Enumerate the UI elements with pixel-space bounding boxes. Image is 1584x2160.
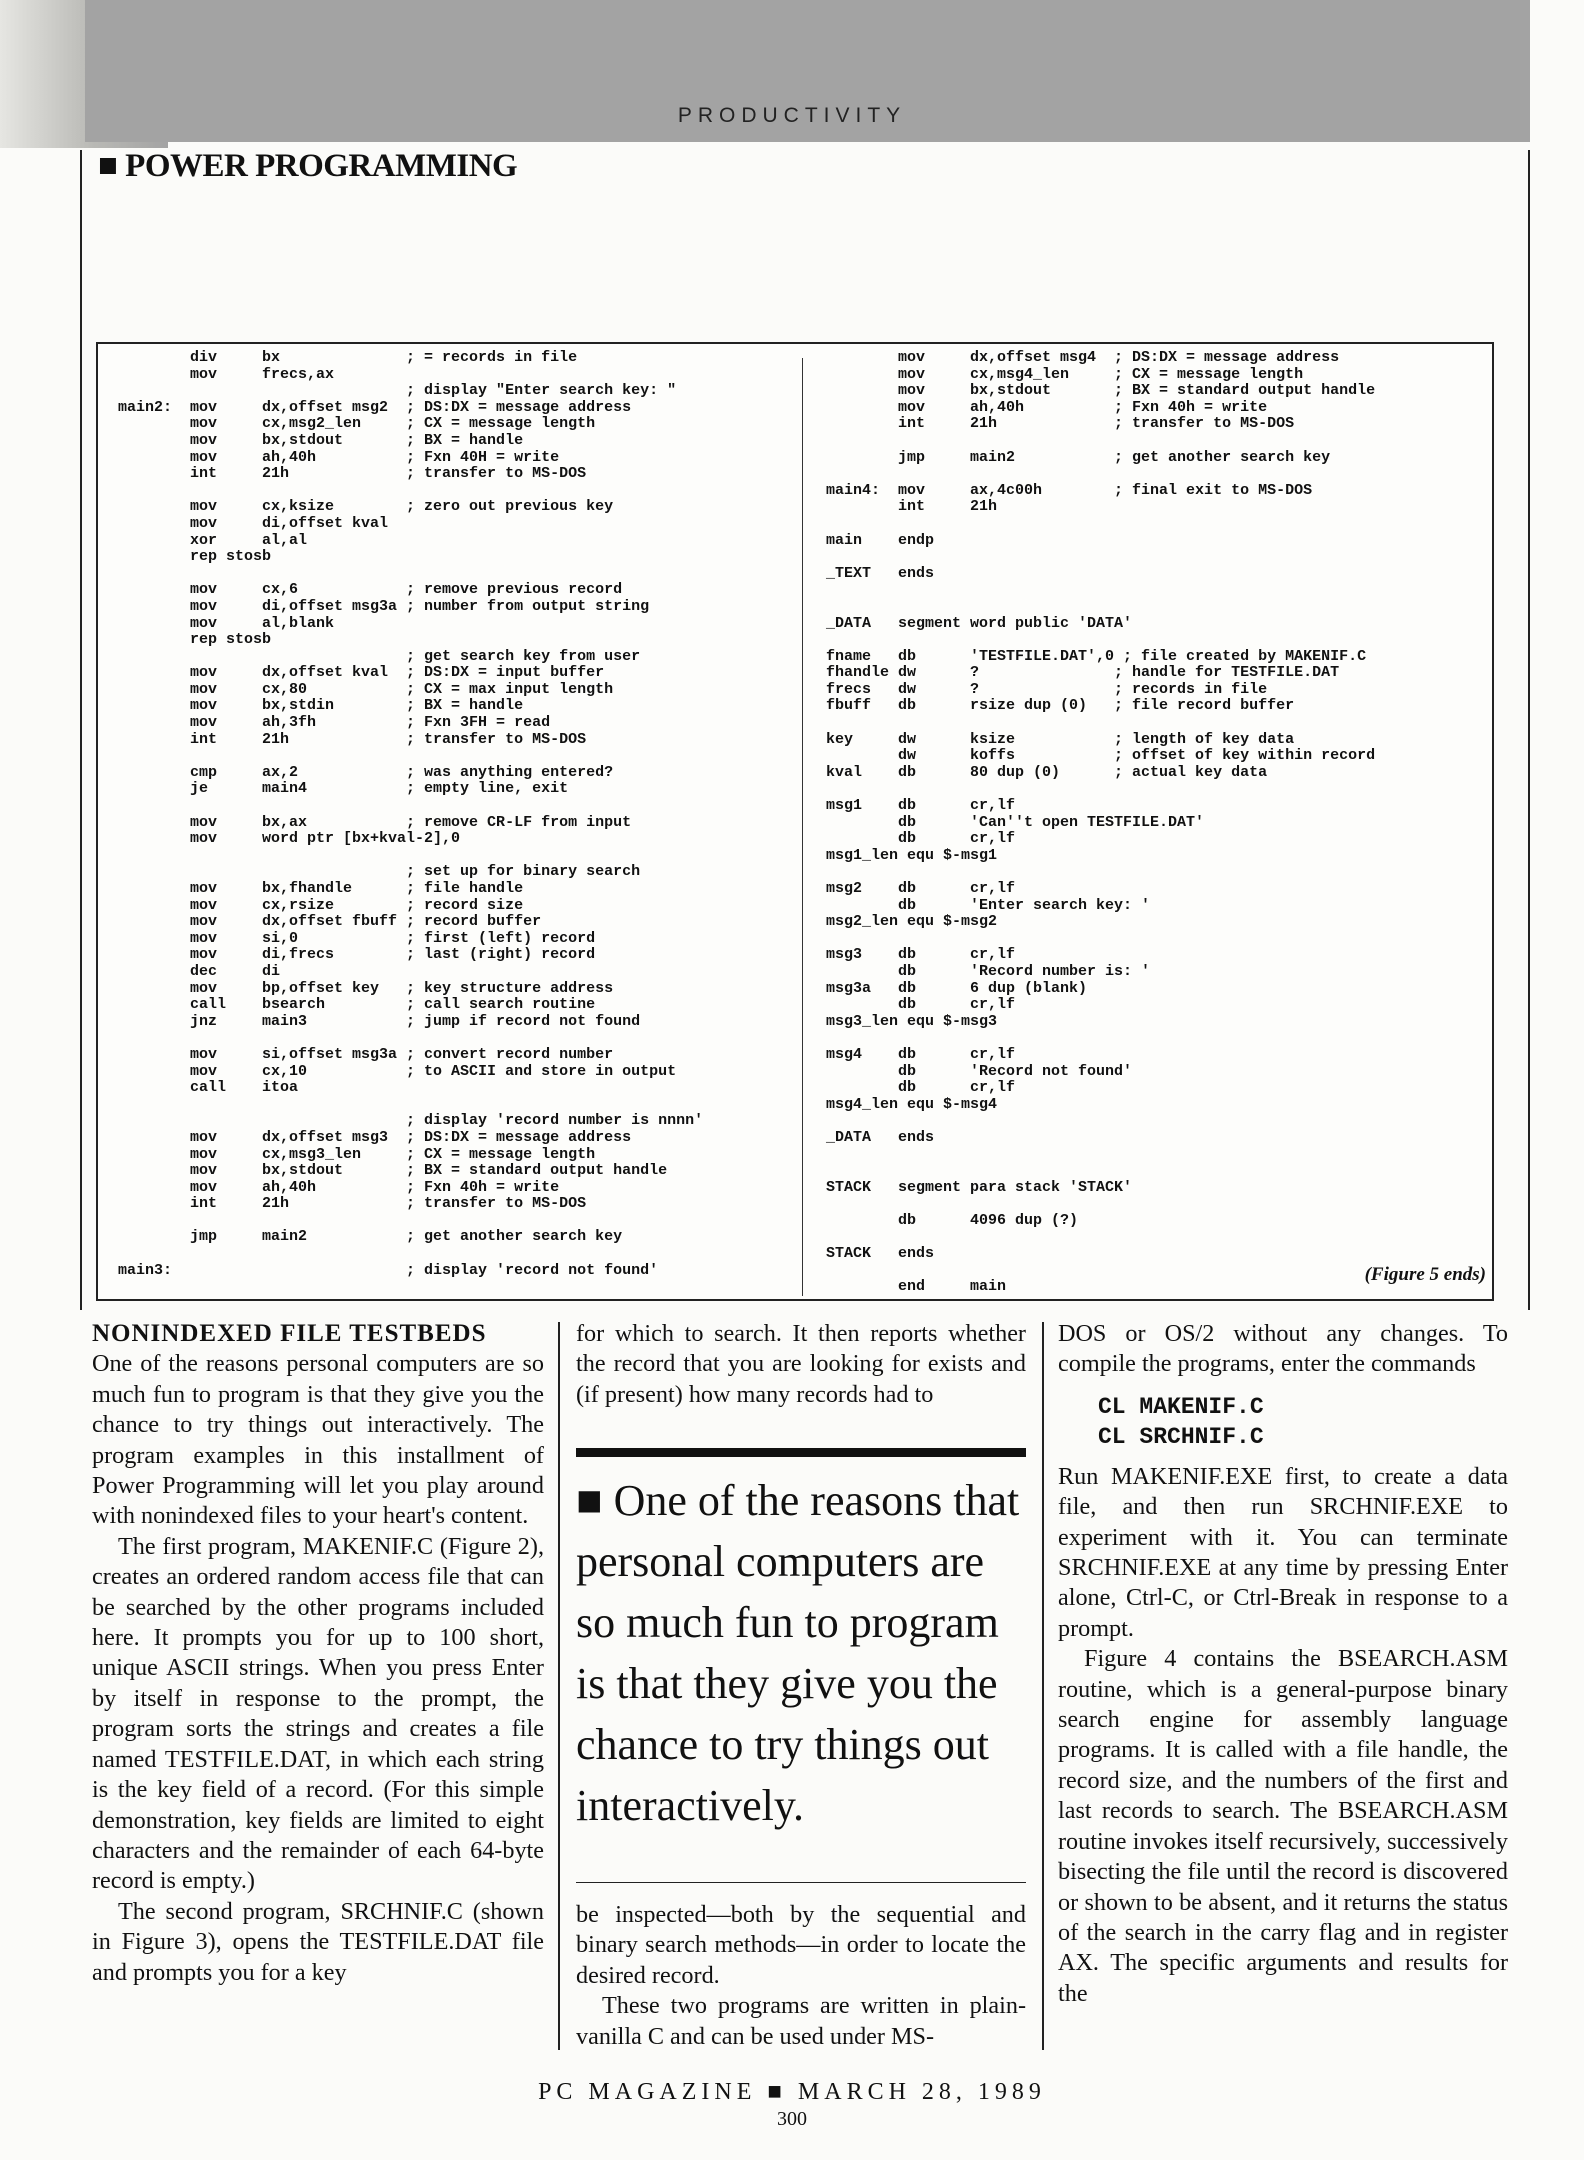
command-line: CL MAKENIF.C bbox=[1098, 1393, 1264, 1420]
page-number: 300 bbox=[777, 2108, 807, 2130]
paragraph: for which to search. It then reports whether the record that you are looking for exists and (if present) how many records had to bbox=[576, 1320, 1026, 1408]
section-label: PRODUCTIVITY bbox=[677, 104, 907, 127]
paragraph: The first program, MAKENIF.C (Figure 2), creates an ordered random access file that can be searched by the other programs included here. It prompts you for up to 100 short, unique ASCII strings. When you press Enter by itself in response to the prompt, the program sorts the strings and creates a file named TESTFILE.DAT, in which each string is the key field of a record. (For this simple demonstration, key fields are limited to eight characters and the remainder of each 64-byte record is empty.) bbox=[92, 1532, 544, 1895]
code-listing-left: div bx ; = records in file mov frecs,ax ; display "Enter search key: " main2: mov dx,offset msg2 ; DS:DX = message address mov cx,msg2_len ; CX = message length mov bx,stdout ; BX = handle mov ah,40h ; Fxn 40H = write int 21h ; transfer to MS-DOS mov cx,ksize ; zero out previous key mov di,offset kval xor al,al rep stosb mov cx,6 ; remove previous record mov di,offset msg3a ; number from output string mov al,blank rep stosb ; get search key from user mov dx,offset kval ; DS:DX = input buffer mov cx,80 ; CX = max input length mov bx,stdin ; BX = handle mov ah,3fh ; Fxn 3FH = read int 21h ; transfer to MS-DOS cmp ax,2 ; was anything entered? je main4 ; empty line, exit mov bx,ax ; remove CR-LF from input mov word ptr [bx+kval-2],0 ; set up for binary search mov bx,fhandle ; file handle mov cx,rsize ; record size mov dx,offset fbuff ; record buffer mov si,0 ; first (left) record mov di,frecs ; last (right) record dec di mov bp,offset key ; key structure address call bsearch ; call search routine jnz main3 ; jump if record not found mov si,offset msg3a ; convert record number mov cx,10 ; to ASCII and store in output call itoa ; display 'record number is nnnn' mov dx,offset msg3 ; DS:DX = message address mov cx,msg3_len ; CX = message length mov bx,stdout ; BX = standard output handle mov ah,40h ; Fxn 40h = write int 21h ; transfer to MS-DOS jmp main2 ; get another search key main3: ; display 'record not found' bbox=[118, 349, 704, 1279]
column-rule bbox=[558, 1322, 560, 2050]
footer-magazine: PC MAGAZINE ■ MARCH 28, 1989 bbox=[538, 2079, 1046, 2105]
listing-divider bbox=[802, 358, 803, 1296]
command-line: CL SRCHNIF.C bbox=[1098, 1423, 1264, 1450]
article-column-2-top bbox=[576, 1319, 1026, 1410]
article-column-2-bottom bbox=[576, 1900, 1026, 2052]
paragraph: These two programs are written in plain-vanilla C and can be used under MS- bbox=[576, 1992, 1026, 2050]
article-column-1 bbox=[92, 1319, 544, 1988]
pullquote-rule-top bbox=[576, 1448, 1026, 1457]
paragraph: Figure 4 contains the BSEARCH.ASM routine, which is a general-purpose binary search engine for assembly language programs. It is called with a file handle, the record size, and the numbers of the first and last records to search. The BSEARCH.ASM routine invokes itself recursively, successively bisecting the file until the record is discovered or shown to be absent, and it returns the status of the search in the carry flag and in register AX. The specific arguments and results for the bbox=[1058, 1645, 1508, 2007]
figure-caption: (Figure 5 ends) bbox=[1364, 1264, 1486, 1285]
paragraph: DOS or OS/2 without any changes. To compile the programs, enter the commands bbox=[1058, 1320, 1508, 1378]
paragraph: One of the reasons personal computers are so much fun to program is that they give you the chance to try things out interactively. The program examples in this installment of Power Programming will let you play around with nonindexed files to your heart's content. bbox=[92, 1350, 544, 1530]
column-rule bbox=[1042, 1322, 1044, 2050]
page-frame-right bbox=[1528, 150, 1530, 1310]
department-title: ■ POWER PROGRAMMING bbox=[98, 148, 518, 184]
compile-commands bbox=[1098, 1392, 1508, 1452]
article-subhead: NONINDEXED FILE TESTBEDS bbox=[92, 1320, 487, 1347]
paragraph: The second program, SRCHNIF.C (shown in Figure 3), opens the TESTFILE.DAT file and prompts you for a key bbox=[92, 1897, 544, 1986]
article-column-3 bbox=[1058, 1319, 1508, 2009]
page-frame-left bbox=[80, 150, 82, 1310]
code-listing-right: mov dx,offset msg4 ; DS:DX = message address mov cx,msg4_len ; CX = message length mov bx,stdout ; BX = standard output handle mov ah,40h ; Fxn 40h = write int 21h ; transfer to MS-DOS jmp main2 ; get another search key main4: mov ax,4c00h ; final exit to MS-DOS int 21h main endp _TEXT ends _DATA segment word public 'DATA' fname db 'TESTFILE.DAT',0 ; file created by MAKENIF.C fhandle dw ? ; handle for TESTFILE.DAT frecs dw ? ; records in file fbuff db rsize dup (0) ; file record buffer key dw ksize ; length of key data dw koffs ; offset of key within record kval db 80 dup (0) ; actual key data msg1 db cr,lf db 'Can''t open TESTFILE.DAT' db cr,lf msg1_len equ $-msg1 msg2 db cr,lf db 'Enter search key: ' msg2_len equ $-msg2 msg3 db cr,lf db 'Record number is: ' msg3a db 6 dup (blank) db cr,lf msg3_len equ $-msg3 msg4 db cr,lf db 'Record not found' db cr,lf msg4_len equ $-msg4 _DATA ends STACK segment para stack 'STACK' db 4096 dup (?) STACK ends end main bbox=[826, 349, 1376, 1296]
paragraph: be inspected—both by the sequential and binary search methods—in order to locate the desired record. bbox=[576, 1901, 1026, 1989]
paragraph: Run MAKENIF.EXE first, to create a data file, and then run SRCHNIF.EXE to experiment with it. You can terminate SRCHNIF.EXE at any time by pressing Enter alone, Ctrl-C, or Ctrl-Break in response to a prompt. bbox=[1058, 1462, 1508, 1642]
pullquote-rule-bottom bbox=[576, 1882, 1026, 1883]
pull-quote: ■ One of the reasons that personal computers are so much fun to program is that they give you the chance to try things out interactively. bbox=[576, 1476, 1020, 1830]
